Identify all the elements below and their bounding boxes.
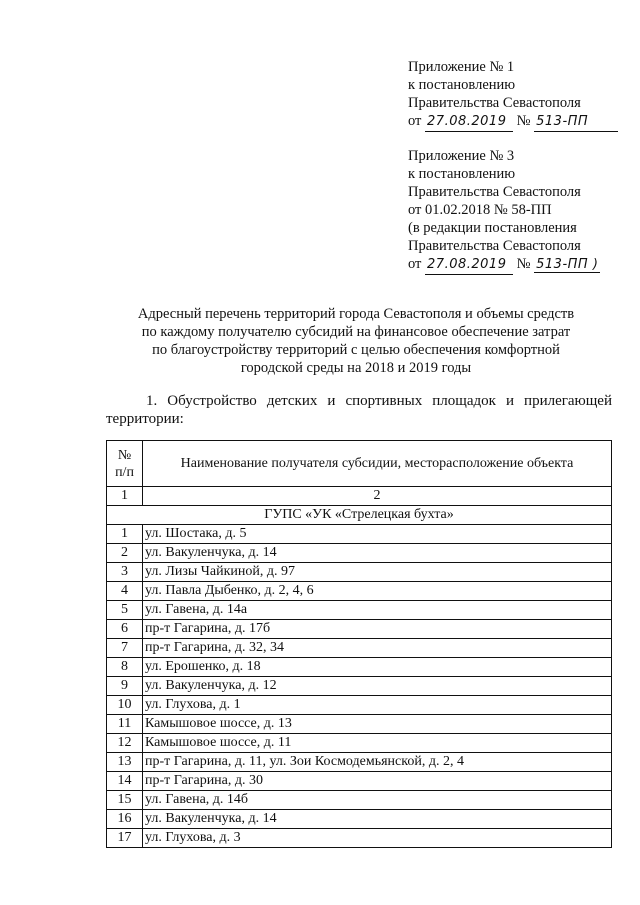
appendix-3-block	[408, 147, 600, 275]
table-row	[107, 582, 612, 601]
table-row	[107, 734, 612, 753]
appendix-3-from: от	[408, 256, 422, 272]
table-row	[107, 772, 612, 791]
table-row	[107, 544, 612, 563]
table-row	[107, 525, 612, 544]
row-address: ул. Глухова, д. 1	[143, 696, 612, 715]
row-address: ул. Глухова, д. 3	[143, 829, 612, 848]
row-address: ул. Ерошенко, д. 18	[143, 658, 612, 677]
row-address: ул. Павла Дыбенко, д. 2, 4, 6	[143, 582, 612, 601]
header-number-pp: п/п	[115, 464, 134, 480]
objects-table	[106, 440, 612, 848]
appendix-1-block	[408, 58, 618, 132]
appendix-3-line6: Правительства Севастополя	[408, 238, 581, 254]
row-address: Камышовое шоссе, д. 13	[143, 715, 612, 734]
row-number: 17	[107, 829, 143, 848]
row-address: ул. Вакуленчука, д. 14	[143, 544, 612, 563]
table-row	[107, 563, 612, 582]
table-row	[107, 753, 612, 772]
row-number: 16	[107, 810, 143, 829]
index-col-1: 1	[107, 487, 143, 506]
row-address: ул. Лизы Чайкиной, д. 97	[143, 563, 612, 582]
row-number: 4	[107, 582, 143, 601]
row-number: 6	[107, 620, 143, 639]
row-number: 10	[107, 696, 143, 715]
appendix-3-line5: (в редакции постановления	[408, 220, 577, 236]
appendix-3-title: Приложение № 3	[408, 148, 515, 164]
appendix-1-from: от	[408, 113, 422, 129]
row-address: ул. Вакуленчука, д. 12	[143, 677, 612, 696]
row-number: 2	[107, 544, 143, 563]
appendix-1-line3: Правительства Севастополя	[408, 95, 581, 111]
table-header-row	[107, 441, 612, 487]
appendix-3-date: 27.08.2019	[425, 256, 513, 275]
appendix-1-title: Приложение № 1	[408, 59, 515, 75]
table-row	[107, 810, 612, 829]
table-row	[107, 696, 612, 715]
table-row	[107, 620, 612, 639]
appendix-1-no: №	[516, 113, 531, 129]
row-address: ул. Гавена, д. 14б	[143, 791, 612, 810]
table-row	[107, 791, 612, 810]
row-number: 7	[107, 639, 143, 658]
header-name: Наименование получателя субсидии, месторасположение объекта	[143, 441, 612, 487]
row-address: Камышовое шоссе, д. 11	[143, 734, 612, 753]
appendix-3-close-paren: )	[592, 257, 599, 272]
row-address: пр-т Гагарина, д. 32, 34	[143, 639, 612, 658]
row-number: 13	[107, 753, 143, 772]
row-address: ул. Шостака, д. 5	[143, 525, 612, 544]
row-number: 5	[107, 601, 143, 620]
appendix-1-date-line	[408, 112, 618, 132]
appendix-3-number	[534, 257, 600, 273]
document-title-line1: Адресный перечень территорий города Севастополя и объемы средств	[137, 306, 575, 322]
appendix-3-line4: от 01.02.2018 № 58-ПП	[408, 202, 552, 218]
row-address: пр-т Гагарина, д. 30	[143, 772, 612, 791]
row-address: ул. Гавена, д. 14а	[143, 601, 612, 620]
table-index-row	[107, 487, 612, 506]
row-number: 11	[107, 715, 143, 734]
header-number-sign: №	[117, 447, 132, 463]
appendix-3-line2: к постановлению	[408, 166, 516, 182]
table-row	[107, 677, 612, 696]
appendix-1-number: 513-ПП	[534, 113, 618, 132]
header-number	[107, 441, 143, 487]
row-address: пр-т Гагарина, д. 17б	[143, 620, 612, 639]
appendix-1-line2: к постановлению	[408, 77, 516, 93]
index-col-2: 2	[143, 487, 612, 506]
appendix-1-date: 27.08.2019	[425, 113, 513, 132]
row-address: ул. Вакуленчука, д. 14	[143, 810, 612, 829]
group-name: ГУПС «УК «Стрелецкая бухта»	[107, 506, 612, 525]
row-number: 8	[107, 658, 143, 677]
row-number: 1	[107, 525, 143, 544]
row-number: 3	[107, 563, 143, 582]
document-title-line4: городской среды на 2018 и 2019 годы	[240, 360, 472, 376]
section-heading: 1. Обустройство детских и спортивных площадок и прилегающей территории:	[106, 393, 612, 427]
document-title-line2: по каждому получателю субсидий на финансовое обеспечение затрат	[141, 324, 571, 340]
appendix-3-date-line	[408, 255, 600, 275]
appendix-3-line3: Правительства Севастополя	[408, 184, 581, 200]
table-row	[107, 829, 612, 848]
table-row	[107, 601, 612, 620]
table-row	[107, 715, 612, 734]
document-title	[100, 305, 612, 377]
row-number: 15	[107, 791, 143, 810]
document-title-line3: по благоустройству территорий с целью обеспечения комфортной	[152, 342, 560, 358]
row-number: 14	[107, 772, 143, 791]
table-row	[107, 639, 612, 658]
appendix-3-number-value: 513-ПП	[536, 257, 589, 272]
row-number: 12	[107, 734, 143, 753]
row-number: 9	[107, 677, 143, 696]
table-row	[107, 658, 612, 677]
appendix-3-no: №	[516, 256, 531, 272]
row-address: пр-т Гагарина, д. 11, ул. Зои Космодемьянской, д. 2, 4	[143, 753, 612, 772]
table-group-row	[107, 506, 612, 525]
